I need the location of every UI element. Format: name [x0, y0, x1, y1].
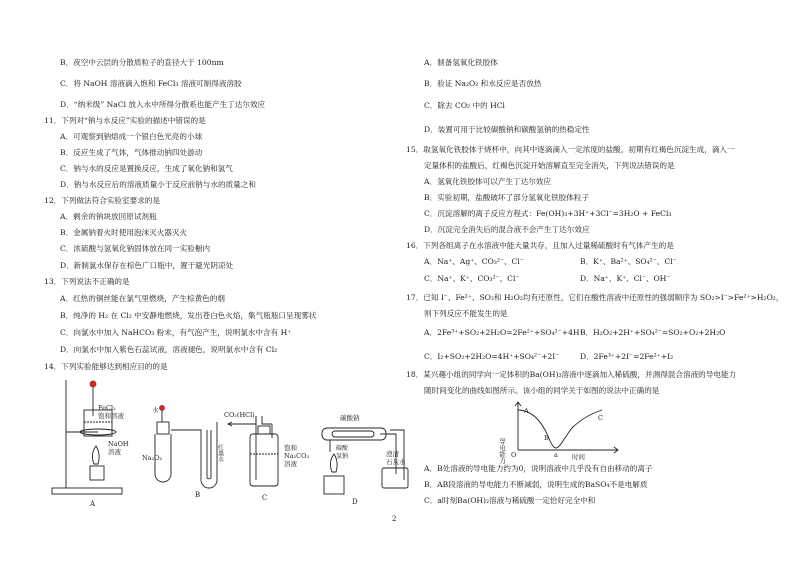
apparatus-a-reagent4: 溶液 [108, 448, 121, 456]
chart-curve [518, 410, 602, 448]
conductivity-chart [498, 398, 640, 464]
apparatus-c [228, 416, 278, 486]
apparatus-a-reagent3: NaOH [108, 440, 129, 448]
q12-option-c: C．浓硫酸与氢氧化钠固体放在同一实验橱内 [60, 244, 211, 253]
chart-ylabel: 导电能力 [498, 438, 506, 464]
apparatus-d-bicarbonate1: 碳酸 [336, 445, 349, 452]
q11-option-a: A．可观察到钠熔成一个银白色光亮的小球 [60, 132, 203, 141]
chart-point-c: C [598, 414, 603, 422]
q15-stem-2: 定量体积的盐酸后，红褐色沉淀开始溶解直至完全消失，下列说法错误的是 [424, 161, 675, 170]
q13-option-c: C．向氯水中加入 NaHCO₃ 粉末，有气泡产生，说明氯水中含有 H⁺ [60, 328, 292, 337]
q10-option-b: B．夜空中云层的分散质粒子的直径大于 100nm [60, 58, 224, 67]
chart-origin: O [511, 451, 517, 459]
q18-stem-2: 随时间变化的曲线如图所示。该小组的同学关于如图的说法中正确的是 [424, 386, 660, 395]
q15-stem-1: 15．取氢氧化铁胶体于烧杯中，向其中逐滴滴入一定浓度的盐酸，初期有红褐色沉淀生成，滴入一 [406, 145, 735, 154]
q17-stem-1: 17．已知 I⁻、Fe²⁺、SO₂和 H₂O₂均有还原性，它们在酸性溶液中还原性的强弱顺序为 SO₂>I⁻>Fe²⁺>H₂O₂， [406, 293, 784, 302]
q10-option-d: D．“纳米级” NaCl 放入水中所得分散系也能产生丁达尔效应 [60, 100, 266, 109]
q14-option-c: C．除去 CO₂ 中的 HCl [424, 101, 505, 110]
q11-stem: 11．下列对“钠与水反应”实验的描述中错误的是 [44, 116, 206, 125]
q15-option-d: D．沉淀完全消失后的混合液不会产生丁达尔效应 [424, 225, 590, 234]
q13-stem: 13．下列说法不正确的是 [44, 277, 130, 286]
q15-option-a: A．氢氧化铁胶体可以产生丁达尔效应 [424, 177, 551, 186]
q16-option-a: A．Na⁺、Ag⁺、CO₃²⁻、Cl⁻ [424, 257, 524, 266]
q18-option-b: B．AB段溶液的导电能力不断减弱，说明生成的BaSO₄不是电解质 [424, 480, 648, 489]
q12-stem: 12．下列做法符合实验室要求的是 [44, 196, 160, 205]
q12-option-b: B．金属钠着火时使用泡沫灭火器灭火 [60, 228, 188, 237]
q14-option-b: B．验证 Na₂O₂ 和水反应是否放热 [424, 79, 542, 88]
q16-option-b: B．K⁺、Ba²⁺、SO₄²⁻、Cl⁻ [580, 257, 677, 266]
apparatus-d-carbonate: 碳酸钠 [340, 414, 360, 422]
apparatus-figure [40, 372, 410, 512]
q12-option-d: D．新制氯水保存在棕色广口瓶中，置于避光阴凉处 [60, 261, 234, 270]
apparatus-c-liquid1: 饱和 [284, 444, 297, 452]
apparatus-c-gas: CO₂(HCl) [224, 411, 255, 419]
q13-option-a: A．红热的铜丝能在氯气里燃烧，产生棕黄色的烟 [60, 294, 225, 303]
apparatus-b-label: B [195, 491, 201, 499]
q14-option-d: D．装置可用于比较碳酸钠和碳酸氢钠的热稳定性 [424, 125, 590, 134]
q12-option-a: A．剩余的钠块放回原试剂瓶 [60, 212, 157, 221]
q18-option-c: C．a时刻Ba(OH)₂溶液与稀硫酸一定恰好完全中和 [424, 496, 596, 505]
chart-point-b: B [544, 434, 549, 442]
apparatus-d-label: D [352, 498, 358, 506]
q13-option-b: B．纯净的 H₂ 在 Cl₂ 中安静地燃烧，发出苍白色火焰，集气瓶瓶口呈现雾状 [60, 311, 317, 320]
apparatus-a-reagent2: 饱和溶液 [98, 412, 124, 420]
q10-option-c: C．将 NaOH 溶液滴入饱和 FeCl₃ 溶液可制得液溶胶 [60, 79, 242, 88]
q16-option-d: D．Na⁺、K⁺、Cl⁻、OH⁻ [580, 274, 671, 283]
q13-option-d: D．向氯水中加入紫色石蕊试液，溶液褪色，说明氯水中含有 Cl₂ [60, 345, 278, 354]
q11-option-b: B．反应生成了气体，气体推动钠四处游动 [60, 148, 203, 157]
apparatus-b-water: 水 [152, 406, 159, 414]
q11-option-c: C．钠与水的反应是置换反应，生成了氧化钠和氢气 [60, 164, 233, 173]
apparatus-d-bicarbonate2: 氢钠 [336, 453, 349, 460]
apparatus-a-label: A [90, 500, 96, 508]
q17-option-c: C．I₂+SO₂+2H₂O=4H⁺+SO₄²⁻+2I⁻ [424, 352, 560, 361]
apparatus-c-liquid3: 溶液 [284, 460, 297, 468]
q14-option-a: A．制备氢氧化铁胶体 [424, 58, 498, 67]
q18-option-a: A．B处溶液的导电能力约为0，说明溶液中几乎没有自由移动的离子 [424, 464, 653, 473]
q16-stem: 16．下列各组离子在水溶液中能大量共存，且加入过量稀硫酸时有气体产生的是 [406, 241, 674, 250]
apparatus-b-ink: 红墨水 [216, 444, 224, 462]
apparatus-a [52, 380, 122, 494]
q11-option-d: D．钠与水反应后的溶液质量小于反应前钠与水的质量之和 [60, 180, 256, 189]
q14-stem: 14．下列实验能够达到相应目的的是 [44, 362, 168, 371]
q17-option-b: B．H₂O₂+2H⁺+SO₄²⁻=SO₂+O₂+2H₂O [580, 328, 726, 337]
chart-xlabel: 时间 [572, 453, 585, 461]
q17-option-a: A．2Fe³⁺+SO₂+2H₂O=2Fe²⁺+SO₄²⁻+4H⁺ [424, 328, 584, 337]
q17-stem-2: 则下列反应不能发生的是 [424, 309, 508, 318]
page-number: 2 [392, 515, 397, 523]
apparatus-d-lime1: 澄清 [386, 450, 399, 458]
apparatus-b-solid: Na₂O₂ [142, 454, 163, 462]
q17-option-d: D．2Fe³⁺+2I⁻=2Fe²⁺+I₂ [580, 352, 674, 361]
apparatus-d-lime2: 石灰水 [386, 458, 406, 466]
q15-option-b: B．实验初期，盐酸破坏了部分氢氧化铁胶体粒子 [424, 193, 590, 202]
apparatus-c-liquid2: Na₂CO₃ [284, 452, 310, 460]
chart-point-a-upper: A [524, 407, 529, 415]
apparatus-b [155, 406, 217, 489]
q15-option-c: C．沉淀溶解的离子反应方程式：Fe(OH)₃+3H⁺+3Cl⁻=3H₂O + FeCl₃ [424, 209, 672, 218]
q18-stem-1: 18．某兴趣小组的同学向一定体积的Ba(OH)₂溶液中逐滴加入稀硫酸，并测得混合溶液的导电能力 [406, 370, 737, 379]
chart-point-a-time: a [554, 451, 558, 459]
q16-option-c: C．Na⁺、K⁺、CO₃²⁻、Cl⁻ [424, 274, 520, 283]
apparatus-c-label: C [262, 494, 268, 502]
apparatus-a-reagent1: FeCl₃ [98, 404, 116, 412]
